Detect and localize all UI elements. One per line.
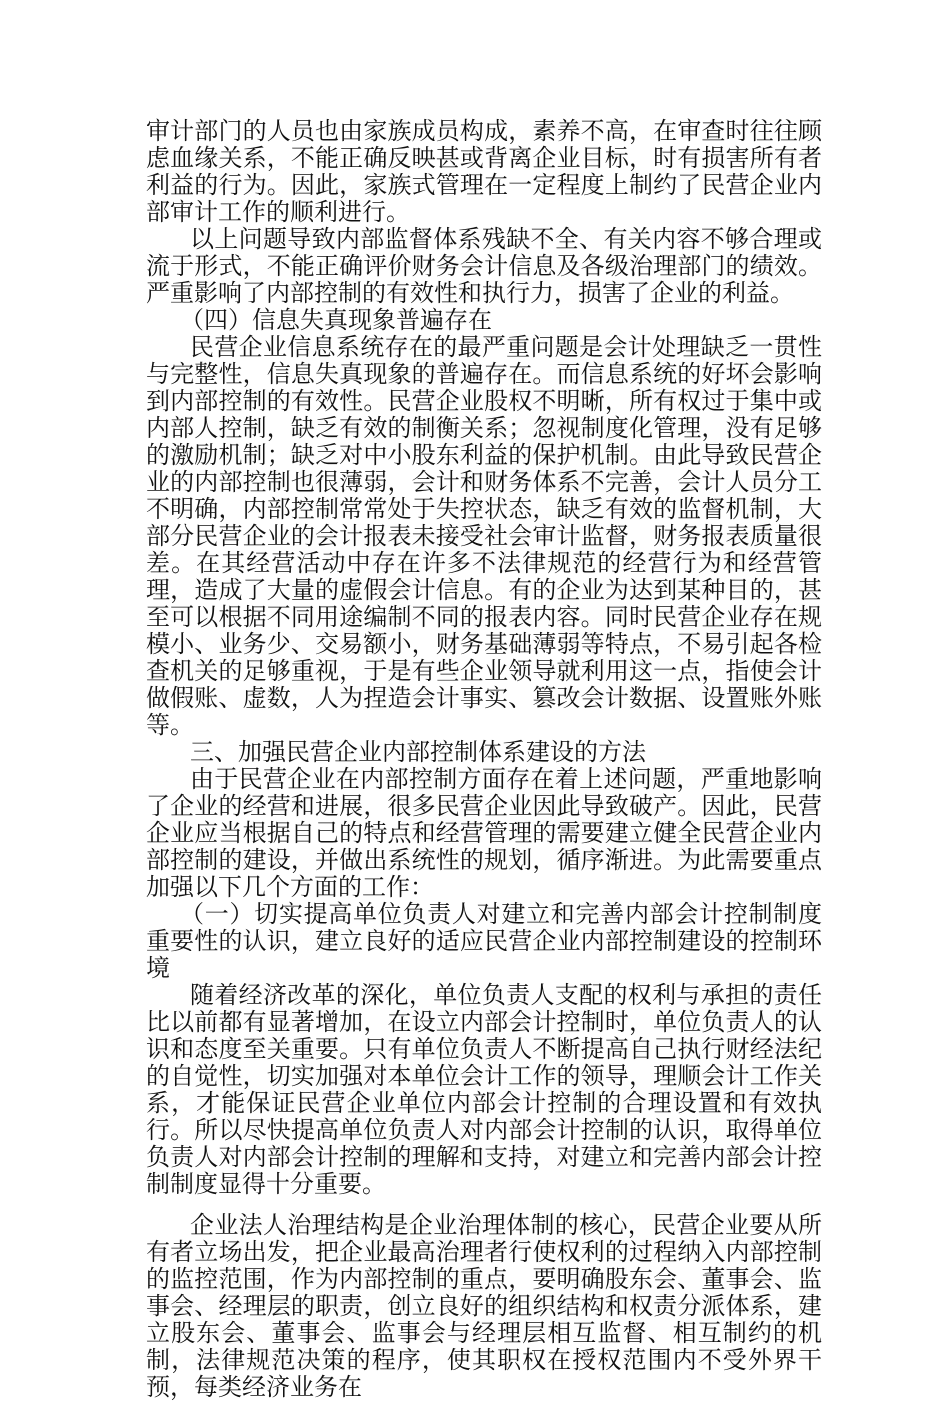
- section-heading-leadership-awareness: （一）切实提高单位负责人对建立和完善内部会计控制制度重要性的认识，建立良好的适应民营企业内部控制建设的控制环境: [146, 900, 822, 982]
- section-heading-methods: 三、加强民营企业内部控制体系建设的方法: [190, 738, 646, 766]
- paragraph-supervision-system: 以上问题导致内部监督体系残缺不全、有关内容不够合理或流于形式，不能正确评价财务会计信息及各级治理部门的绩效。严重影响了内部控制的有效性和执行力，损害了企业的利益。: [146, 225, 822, 307]
- paragraph-corporate-governance: 企业法人治理结构是企业治理体制的核心，民营企业要从所有者立场出发，把企业最高治理者行使权利的过程纳入内部控制的监控范围，作为内部控制的重点，要明确股东会、董事会、监事会、经理层的职责，创立良好的组织结构和权责分派体系，建立股东会、董事会、监事会与经理层相互监督、相互制约的机制，法律规范决策的程序，使其职权在授权范围内不受外界干预，每类经济业务在: [146, 1211, 822, 1401]
- paragraph-information-system: 民营企业信息系统存在的最严重问题是会计处理缺乏一贯性与完整性，信息失真现象的普遍存在。而信息系统的好坏会影响到内部控制的有效性。民营企业股权不明晰，所有权过于集中或内部人控制，缺乏有效的制衡关系；忽视制度化管理，没有足够的激励机制；缺乏对中小股东利益的保护机制。由此导致民营企业的内部控制也很薄弱，会计和财务体系不完善，会计人员分工不明确，内部控制常常处于失控状态，缺乏有效的监督机制，大部分民营企业的会计报表未接受社会审计监督，财务报表质量很差。在其经营活动中存在许多不法律规范的经营行为和经营管理，造成了大量的虚假会计信息。有的企业为达到某种目的，甚至可以根据不同用途编制不同的报表内容。同时民营企业存在规模小、业务少、交易额小，财务基础薄弱等特点，不易引起各检查机关的足够重视，于是有些企业领导就利用这一点，指使会计做假账、虚数，人为捏造会计事实、篡改会计数据、设置账外账等。: [146, 333, 822, 739]
- document-page: [146, 118, 822, 1401]
- paragraph-methods-intro: 由于民营企业在内部控制方面存在着上述问题，严重地影响了企业的经营和进展，很多民营企业因此导致破产。因此，民营企业应当根据自己的特点和经营管理的需要建立健全民营企业内部控制的建设，并做出系统性的规划，循序渐进。为此需要重点加强以下几个方面的工作：: [146, 765, 822, 901]
- paragraph-leadership-role: 随着经济改革的深化，单位负责人支配的权利与承担的责任比以前都有显著增加，在设立内部会计控制时，单位负责人的认识和态度至关重要。只有单位负责人不断提高自己执行财经法纪的自觉性，切实加强对本单位会计工作的领导，理顺会计工作关系，才能保证民营企业单位内部会计控制的合理设置和有效执行。所以尽快提高单位负责人对内部会计控制的认识，取得单位负责人对内部会计控制的理解和支持，对建立和完善内部会计控制制度显得十分重要。: [146, 981, 822, 1198]
- paragraph-audit-staff: 审计部门的人员也由家族成员构成，素养不高，在审查时往往顾虑血缘关系，不能正确反映甚或背离企业目标，时有损害所有者利益的行为。因此，家族式管理在一定程度上制约了民营企业内部审计工作的顺利进行。: [146, 117, 822, 226]
- section-heading-information-distortion: （四）信息失真现象普遍存在: [180, 306, 492, 334]
